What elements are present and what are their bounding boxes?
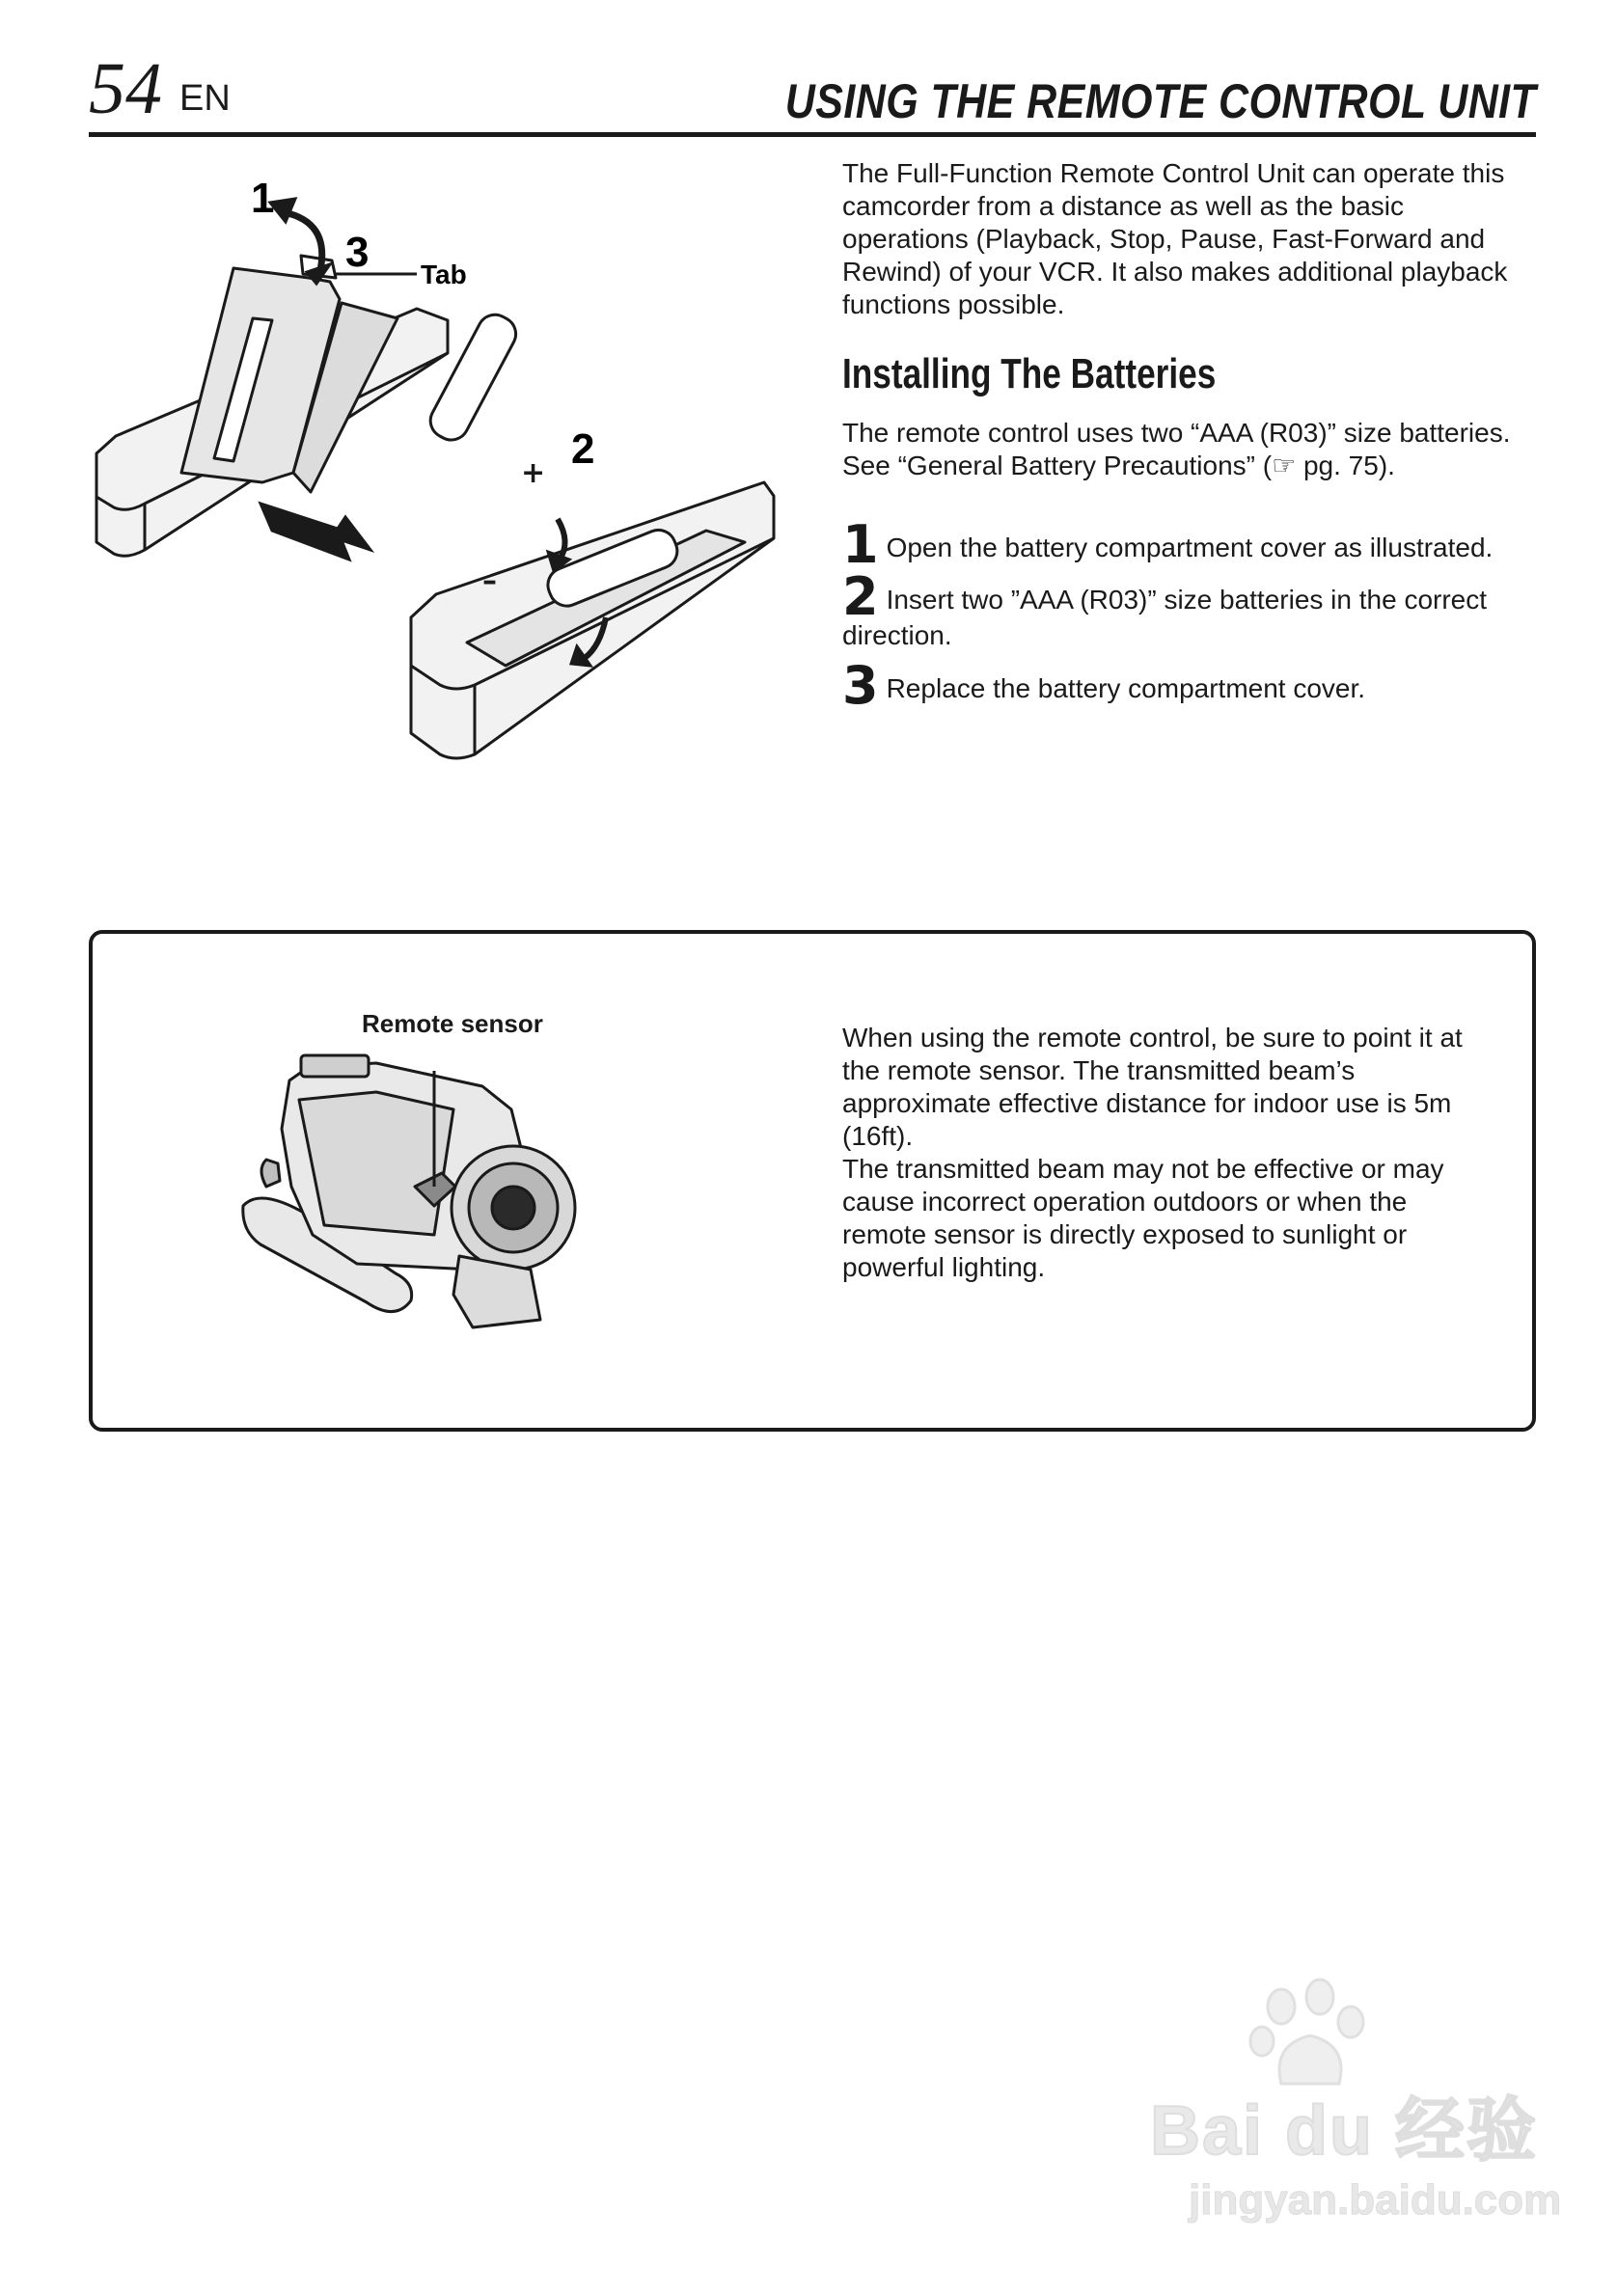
step-2 (842, 566, 1537, 652)
step-text: Insert two ”AAA (R03)” size batteries in the correct direction. (842, 585, 1488, 650)
page-number: 54 (89, 48, 162, 129)
step-text: Replace the battery compartment cover. (886, 673, 1366, 703)
remote-sensor-text-1: When using the remote control, be sure to point it at the remote sensor. The transmitted beam’s approximate effective distance for indoor use is 5m (16ft). (842, 1023, 1463, 1151)
step-number: 1 (842, 514, 879, 575)
battery-minus-sign: – (482, 564, 497, 598)
step-number: 3 (842, 655, 879, 716)
step-number: 2 (842, 566, 879, 627)
figure-label-step3: 3 (345, 229, 370, 276)
installing-text-pre: The remote control uses two “AAA (R03)” size batteries. See “General Battery Precautions” ( (842, 418, 1511, 480)
page-language: EN (179, 78, 231, 119)
figure-label-step1: 1 (251, 175, 275, 222)
installing-text-post: pg. 75). (1296, 451, 1395, 480)
battery-plus-sign: + (521, 456, 546, 490)
baidu-watermark (1150, 1978, 1562, 2267)
step-3 (842, 655, 1537, 716)
battery-install-illustration (89, 164, 783, 781)
camcorder-illustration (232, 1042, 598, 1341)
figure-label-tab: Tab (421, 260, 467, 289)
remote-sensor-text (842, 1022, 1498, 1284)
watermark-url: jingyan.baidu.com (1189, 2176, 1562, 2224)
installing-paragraph (842, 417, 1537, 482)
header-rule (89, 132, 1536, 137)
watermark-brand: Bai du 经验 (1150, 2092, 1539, 2170)
page-title: USING THE REMOTE CONTROL UNIT (784, 74, 1536, 128)
figure-label-step2: 2 (571, 425, 595, 473)
remote-sensor-text-2: The transmitted beam may not be effective or may cause incorrect operation outdoors or when the remote sensor is directly exposed to sunlight or powerful lighting. (842, 1154, 1444, 1282)
page-reference-icon: ☞ (1272, 450, 1297, 481)
remote-sensor-label: Remote sensor (362, 1009, 543, 1038)
section-heading-installing: Installing The Batteries (842, 350, 1217, 397)
step-1 (842, 514, 1537, 575)
intro-paragraph: The Full-Function Remote Control Unit can operate this camcorder from a distance as well as the basic operations (Playback, Stop, Pause, Fast-Forward and Rewind) of your VCR. It also makes additional playback functions possible. (842, 158, 1508, 319)
step-text: Open the battery compartment cover as illustrated. (886, 533, 1494, 562)
